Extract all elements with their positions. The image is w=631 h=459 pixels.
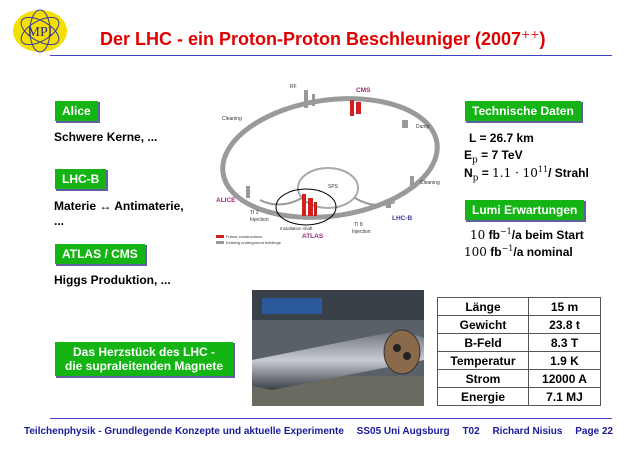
magnet-caption-line2: die supraleitenden Magnete xyxy=(65,359,224,373)
dump-shaft xyxy=(402,120,408,128)
lhc-ring-map xyxy=(210,80,454,260)
atlas-cavern xyxy=(302,194,306,216)
table-row xyxy=(438,370,601,388)
cleaning-left-label: Cleaning xyxy=(222,116,242,122)
footer xyxy=(24,426,613,437)
dump-label: Dump xyxy=(416,124,430,130)
lumi-nominal: 100 $fb^{-1}/a$ nominal xyxy=(464,244,573,259)
magnet-caption-box xyxy=(54,341,233,376)
legend-existing-swatch xyxy=(216,241,224,244)
alice-map-label: ALICE xyxy=(216,197,236,204)
lumi-expectations-box: Lumi Erwartungen xyxy=(464,199,584,220)
ti2-line xyxy=(260,198,302,205)
atlas-map-label: ATLAS xyxy=(302,233,324,240)
rf-label: RF xyxy=(290,84,297,90)
footer-code: T02 xyxy=(462,426,480,437)
legend-existing: Existing underground buildings xyxy=(226,240,281,245)
footer-course: Teilchenphysik - Grundlegende Konzepte und aktuelle Experimente xyxy=(24,426,344,437)
table-row-value: 12000 A xyxy=(529,370,601,388)
footer-divider xyxy=(50,418,612,419)
alice-shaft xyxy=(246,186,250,198)
lhcb-map-label: LHC-B xyxy=(392,215,413,222)
atlas-cms-description: Higgs Produktion, ... xyxy=(54,273,171,287)
spec-energy: $E_p = 7$ TeV xyxy=(464,148,523,166)
footer-term: SS05 Uni Augsburg xyxy=(356,426,450,437)
technical-data-box: Technische Daten xyxy=(464,100,581,121)
table-row-value: 7.1 MJ xyxy=(529,388,601,406)
injection-left-label: Injection xyxy=(250,217,269,223)
alice-label-box: Alice xyxy=(54,100,98,121)
alice-description: Schwere Kerne, ... xyxy=(54,130,158,144)
ti8-label: TI 8 xyxy=(354,222,363,228)
lhcb-description: Materie ↔ Antimaterie, xyxy=(54,199,184,213)
footer-author: Richard Nisius xyxy=(492,426,563,437)
mpi-logo xyxy=(10,7,70,55)
rf-shaft xyxy=(304,90,308,108)
rf-shaft xyxy=(312,94,315,106)
logo-text: MPI xyxy=(27,25,53,40)
lumi-start: 10 $fb^{-1}/a$ beim Start xyxy=(470,227,584,242)
magnet-spec-table xyxy=(437,297,601,406)
ti2-label: TI 2 xyxy=(250,210,259,216)
table-row-value: 1.9 K xyxy=(529,352,601,370)
beam-pipe-hole xyxy=(393,344,401,352)
atlas-cms-label-box: ATLAS / CMS xyxy=(54,243,145,264)
table-row-label: Energie xyxy=(438,388,529,406)
table-row xyxy=(438,388,601,406)
cleaning-right-label: Cleaning xyxy=(420,180,440,186)
lhcb-shaft xyxy=(386,200,391,208)
beam-pipe-hole xyxy=(403,352,411,360)
cleaning-shaft xyxy=(410,176,414,186)
cms-cavern xyxy=(350,100,354,116)
table-row xyxy=(438,334,601,352)
table-row-label: Gewicht xyxy=(438,316,529,334)
table-row xyxy=(438,316,601,334)
table-row-label: Temperatur xyxy=(438,352,529,370)
table-row-label: Länge xyxy=(438,298,529,316)
table-row-label: B-Feld xyxy=(438,334,529,352)
table-row xyxy=(438,298,601,316)
table-row-value: 15 m xyxy=(529,298,601,316)
injection-right-label: Injection xyxy=(352,229,371,235)
crane-structure xyxy=(262,298,322,314)
table-row-value: 8.3 T xyxy=(529,334,601,352)
page-title: Der LHC - ein Proton-Proton Beschleuniger (2007++) xyxy=(100,28,546,49)
table-row-value: 23.8 t xyxy=(529,316,601,334)
cms-cavern xyxy=(356,102,361,114)
lhcb-description-cont: ... xyxy=(54,214,65,228)
header-divider xyxy=(50,55,612,56)
footer-page: Page 22 xyxy=(575,426,614,437)
table-row-label: Strom xyxy=(438,370,529,388)
table-row xyxy=(438,352,601,370)
atlas-cavern xyxy=(314,202,317,216)
installation-shaft-label: Installation shaft xyxy=(280,226,313,231)
legend-future: Future constructions xyxy=(226,234,263,239)
cms-label: CMS xyxy=(356,87,371,94)
spec-length: L = 26.7 km xyxy=(469,131,534,145)
lhcb-label-box: LHC-B xyxy=(54,168,106,189)
legend-future-swatch xyxy=(216,235,224,238)
magnet-photo xyxy=(252,290,424,406)
magnet-caption-line1: Das Herzstück des LHC - xyxy=(73,345,216,359)
atlas-cavern xyxy=(308,198,313,216)
magnet-end-flange xyxy=(384,330,420,374)
sps-label: SPS xyxy=(328,184,339,190)
spec-protons: $N_p = 1.1 \cdot 10^{11}/$ Strahl xyxy=(464,165,589,184)
